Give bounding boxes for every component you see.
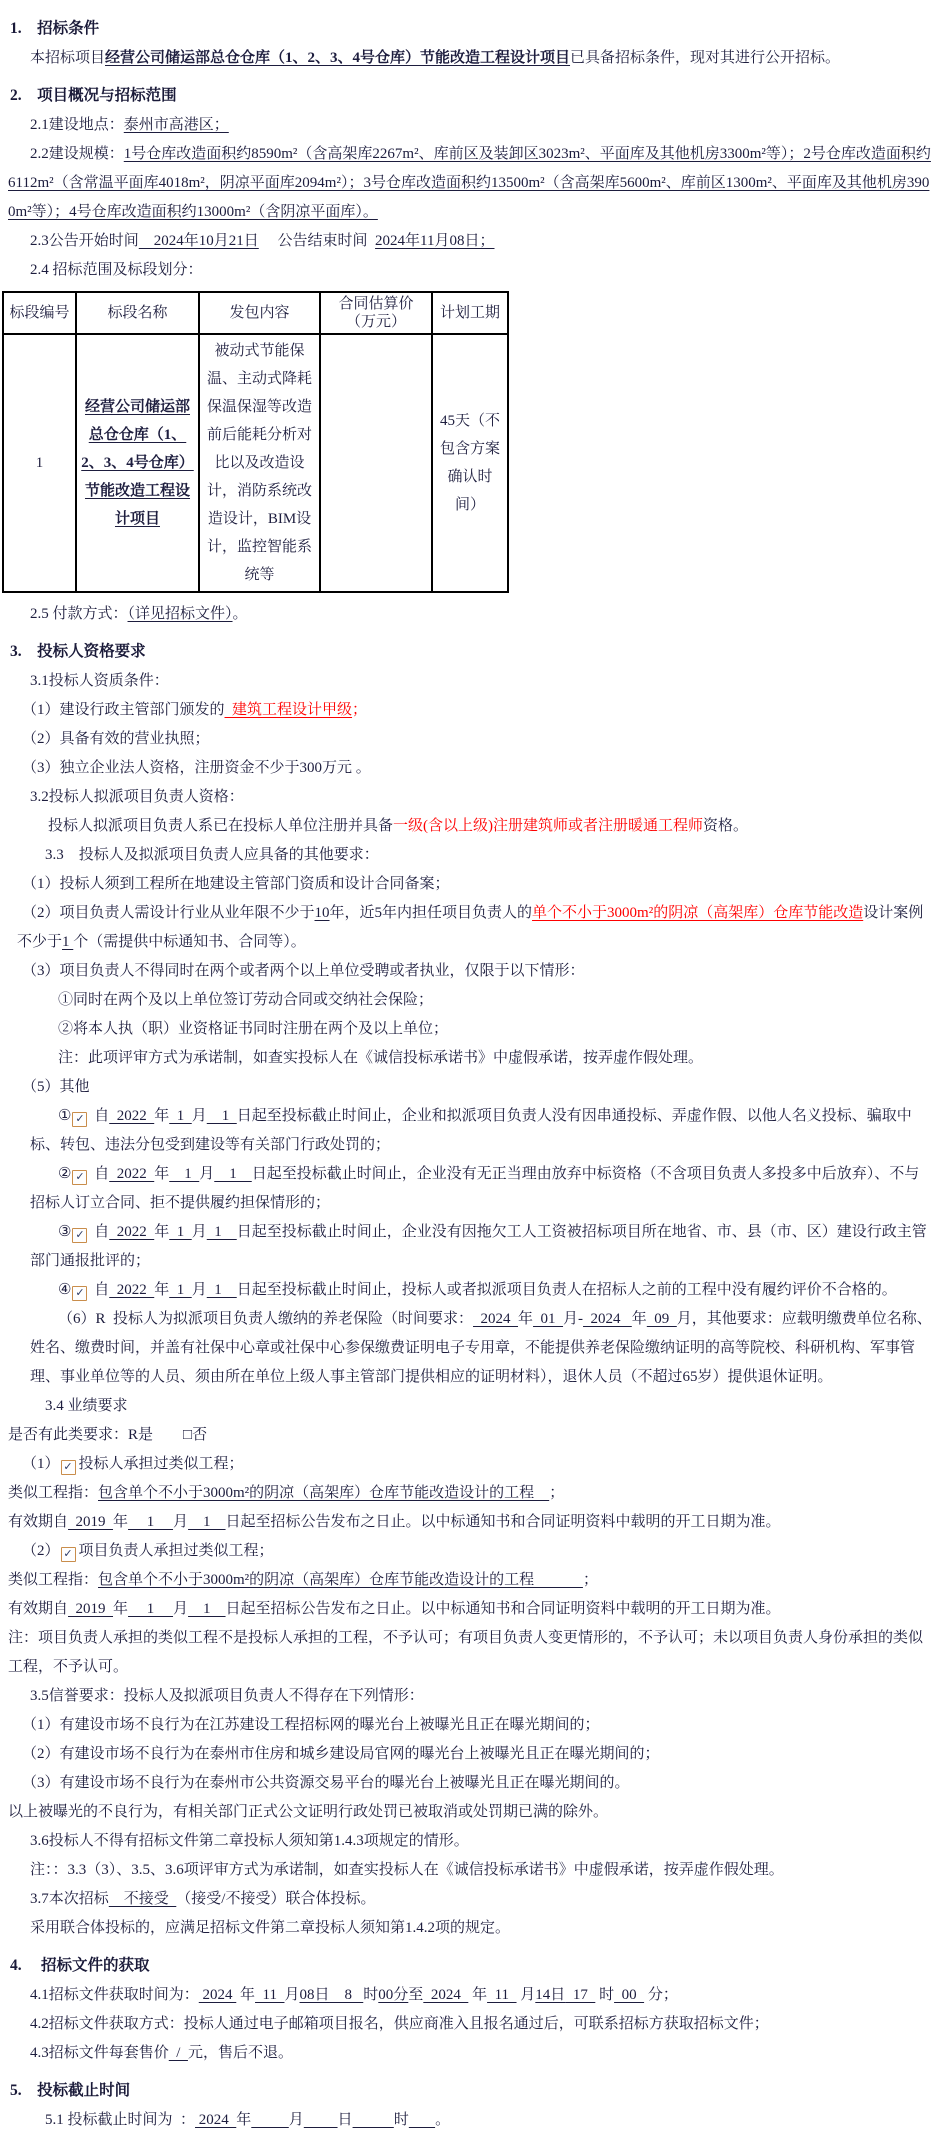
text-segment: 以上被曝光的不良行为，有相关部门正式公文证明行政处罚已被取消或处罚期已满的除外。 [8,1804,609,1820]
text-segment [353,2112,394,2128]
text-segment: 00分 [378,1987,409,2003]
text-segment: 建筑工程设计甲级 [224,702,353,718]
text-segment: 不接受 [108,1891,177,1907]
text-segment: 。 [232,606,248,622]
text-segment: 自 [90,1282,110,1298]
paragraph [58,1044,932,1073]
text-segment: （2）具备有效的营业执照； [22,731,210,747]
text-segment: 3. 投标人资格要求 [10,643,146,660]
text-segment: 11 [255,1987,285,2003]
text-segment: 日起至投标截止时间止，企业没有因拖欠工人工资被招标项目所在地省、市、县（市、区）建设行政主管部门通报批评的； [30,1224,927,1269]
text-segment: （1）有建设市场不良行为在江苏建设工程招标网的曝光台上被曝光且正在曝光期间的； [22,1717,600,1733]
paragraph [22,1769,932,1798]
text-segment: 一级(含以上级)注册建筑师或者注册暖通工程师 [393,818,704,834]
text-segment: 2024年11月08日； [375,233,495,249]
text-segment: ； [582,1572,598,1588]
paragraph [48,812,932,841]
paragraph [22,870,932,899]
text-segment: 分； [644,1987,678,2003]
text-segment: 月 [516,1987,536,2003]
text-segment: 包含单个不小于3000m²的阴凉（高架库）仓库节能改造设计的工程 [98,1572,583,1588]
section-4-heading [10,1951,932,1980]
text-segment: 5. 投标截止时间 [10,2082,131,2099]
table-cell-name [76,334,199,592]
text-segment: 3.2投标人拟派项目负责人资格： [30,789,244,805]
text-segment: 经营公司储运部总仓仓库（1、2、3、4号仓库）节能改造工程设计项目 [81,399,194,527]
paragraph [30,1914,932,1943]
table-header-cell: 合同估算价（万元） [320,292,432,334]
text-segment: （2）有建设市场不良行为在泰州市住房和城乡建设局官网的曝光台上被曝光且正在曝光期间的； [22,1746,660,1762]
text-segment: （1） [22,1456,60,1472]
text-segment: （详见招标文件） [127,606,233,622]
text-segment: 2022 [109,1166,155,1182]
paragraph [30,1981,932,2010]
text-segment: 年 [518,1311,534,1327]
paragraph [45,1392,932,1421]
paragraph [22,957,932,986]
text-segment: 时 [595,1987,615,2003]
text-segment: 投标人承担过类似工程； [78,1456,244,1472]
text-segment: 日起至投标截止时间止，企业没有无正当理由放弃中标资格（不含项目负责人多投多中后放弃）、不与招标人订立合同、拒不提供履约担保情形的； [30,1166,920,1211]
text-segment: ； [549,1485,565,1501]
text-segment: 月 [199,1166,215,1182]
text-segment: 有效期自 [8,1514,69,1530]
text-segment: 时 [393,2112,409,2128]
paragraph [58,986,932,1015]
text-segment: 4. 招标文件的获取 [10,1957,150,1974]
checked-checkbox-icon: ✓ [72,1112,87,1127]
text-segment: 年 [468,1987,488,2003]
checked-checkbox-icon: ✓ [72,1286,87,1301]
paragraph [22,1711,932,1740]
text-segment: 3.1投标人资质条件： [30,673,169,689]
text-segment: 2024 [195,2112,237,2128]
paragraph [8,1566,932,1595]
paragraph [30,600,932,629]
text-segment: 1 [214,1166,252,1182]
paragraph [8,1624,932,1682]
text-segment: （6）R 投标人为拟派项目负责人缴纳的养老保险（时间要求： [58,1311,474,1327]
paragraph [22,725,932,754]
paragraph [30,667,932,696]
paragraph [30,783,932,812]
text-segment: 个（需提供中标通知书、合同等）。 [73,934,306,950]
paragraph [30,256,932,285]
text-segment: 4.1招标文件获取时间为： [30,1987,199,2003]
paragraph [30,44,932,73]
paragraph [17,899,932,957]
text-segment: 有效期自 [8,1601,69,1617]
text-segment: 2019 [68,1514,114,1530]
text-segment: 3.4 业绩要求 [45,1398,128,1414]
text-segment: 自 [90,1166,110,1182]
table-cell-content [199,334,320,592]
text-segment: 5.1 投标截止时间为 ： [45,2112,196,2128]
text-segment: 00 [614,1987,645,2003]
text-segment: 10 [314,905,330,921]
text-segment: 1 [169,1282,192,1298]
checked-checkbox-icon: ✓ [61,1547,76,1562]
text-segment: 是否有此类要求：R是 □否 [8,1427,208,1443]
paragraph [30,1827,932,1856]
text-segment: 11 [487,1987,517,2003]
table-header-cell: 发包内容 [199,292,320,334]
text-segment: 1 [169,1166,200,1182]
bid-sections-table [2,291,509,593]
section-1-heading [10,14,932,43]
text-segment: （3）项目负责人不得同时在两个或者两个以上单位受聘或者执业，仅限于以下情形： [22,963,585,979]
paragraph [30,1856,932,1885]
text-segment: 设计案例不少于 [17,905,924,950]
text-segment: 3.5信誉要求：投标人及拟派项目负责人不得存在下列情形： [30,1688,424,1704]
text-segment: 项目负责人承担过类似工程； [78,1543,274,1559]
text-segment: 3.6投标人不得有招标文件第二章投标人须知第1.4.3项规定的情形。 [30,1833,469,1849]
paragraph [22,1740,932,1769]
text-segment: 2024 [198,1987,237,2003]
text-segment: 1 [188,1514,226,1530]
text-segment: 月 [173,1601,189,1617]
table-header-row [3,292,508,334]
text-segment: 1 [128,1514,174,1530]
table-header-cell: 计划工期 [432,292,508,334]
text-segment: ④ [58,1282,72,1298]
paragraph [30,227,932,256]
text-segment: 月，其他要求：应载明缴费单位名称、姓名、缴费时间，并盖有社保中心章或社保中心参保缴费证明电子专用章，不能提供养老保险缴纳证明的高等院校、科研机构、军事管理、事业单位等的人员、须由所在单位上级人事主管部门提供相应的证明材料），退休人员（不超过65岁）提供退休证明。 [30,1311,932,1385]
text-segment: 8 [329,1987,364,2003]
text-segment: 2.1建设地点： [30,117,124,133]
text-segment: ③ [58,1224,72,1240]
text-segment: 1 [128,1601,174,1617]
text-segment: 09 [646,1311,677,1327]
text-segment: 。 [435,2112,451,2128]
text-segment: 日起至投标截止时间止，投标人或者拟派项目负责人在招标人之前的工程中没有履约评价不合格的。 [236,1282,897,1298]
text-segment: 年 [236,2112,252,2128]
text-segment: 2022 [109,1224,155,1240]
text-segment: 自 [90,1224,110,1240]
text-segment: 1 [188,1601,226,1617]
text-segment: 年 [113,1514,129,1530]
text-segment: 元，售后不退。 [187,2045,293,2061]
text-segment: 2. 项目概况与招标范围 [10,87,177,104]
text-segment: 日 [337,2112,353,2128]
paragraph [22,1450,932,1479]
text-segment: 年 [113,1601,129,1617]
paragraph [22,754,932,783]
table-cell-no [3,334,76,592]
paragraph [22,1073,932,1102]
text-segment [251,2112,289,2128]
text-segment: 1 [62,934,74,950]
paragraph [22,1537,932,1566]
paragraph [30,1885,932,1914]
text-segment: 3.7本次招标 [30,1891,109,1907]
text-segment: 14日 [535,1987,566,2003]
text-segment: / [168,2045,188,2061]
paragraph [8,140,932,227]
checked-checkbox-icon: ✓ [72,1170,87,1185]
text-segment: 2.3公告开始时间 [30,233,139,249]
text-segment: 年，近5年内担任项目负责人的 [329,905,533,921]
text-segment: 月- [563,1311,584,1327]
text-segment: （3）独立企业法人资格，注册资金不少于300万元 。 [22,760,371,776]
text-segment: 1 [169,1224,192,1240]
text-segment: ①同时在两个及以上单位签订劳动合同或交纳社会保险； [58,992,434,1008]
table-cell-price [320,334,432,592]
paragraph [8,1798,932,1827]
text-segment: 1 [35,455,44,471]
text-segment: 月 [191,1108,207,1124]
text-segment: 公告结束时间 [258,233,376,249]
text-segment: 采用联合体投标的，应满足招标文件第二章投标人须知第1.4.2项的规定。 [30,1920,511,1936]
text-segment: 4.2招标文件获取方式：投标人通过电子邮箱项目报名，供应商准入且报名通过后，可联系招标方获取招标文件； [30,2016,769,2032]
section-5-heading [10,2076,932,2105]
text-segment: 1. 招标条件 [10,20,100,37]
text-segment: 月 [284,1987,300,2003]
text-segment: 1 [206,1108,237,1124]
text-segment: 17 [565,1987,596,2003]
table-header-cell: 标段编号 [3,292,76,334]
text-segment: ② [58,1166,72,1182]
text-segment: 月 [191,1224,207,1240]
paragraph [30,2010,932,2039]
text-segment: 日起至招标公告发布之日止。以中标通知书和合同证明资料中载明的开工日期为准。 [225,1514,781,1530]
paragraph [30,111,932,140]
text-segment: 年 [631,1311,647,1327]
paragraph [45,841,932,870]
text-segment: 月 [288,2112,304,2128]
text-segment: 2019 [68,1601,114,1617]
text-segment: 3.3 投标人及拟派项目负责人应具备的其他要求： [45,847,379,863]
text-segment: 投标人拟派项目负责人系已在投标人单位注册并具备 [48,818,394,834]
text-segment: ① [58,1108,72,1124]
text-segment: 日起至投标截止时间止，企业和拟派项目负责人没有因串通投标、弄虚作假、以他人名义投标、骗取中标、转包、违法分包受到建设等有关部门行政处罚的； [30,1108,912,1153]
text-segment: 注：此项评审方式为承诺制，如查实投标人在《诚信投标承诺书》中虚假承诺，按弄虚作假处理。 [58,1050,704,1066]
text-segment: 1 [169,1108,192,1124]
text-segment: 2024 [583,1311,632,1327]
text-segment: 1号仓库改造面积约8590m²（含高架库2267m²、库前区及装卸区3023m²、平面库及其他机房3300m²等）；2号仓库改造面积约6112m²（含常温平面库4018m²，阴凉平面库2094m²）；3号仓库改造面积约13500m²（含高架库5600m²、库前区1300m²、平面库及其他机房3900m²等）；4号仓库改造面积约13000m²（含阴凉平面库）。 [8,146,931,220]
text-segment: 08日 [299,1987,330,2003]
text-segment: 包含单个不小于3000m²的阴凉（高架库）仓库节能改造设计的工程 [98,1485,550,1501]
text-segment: 年 [154,1282,170,1298]
paragraph [8,1508,932,1537]
text-segment: 单个不小于3000m²的阴凉（高架库）仓库节能改造 [532,905,864,921]
text-segment: 自 [90,1108,110,1124]
paragraph [30,1218,932,1276]
text-segment: 1 [206,1282,237,1298]
paragraph [22,696,932,725]
text-segment: ； [352,702,368,718]
text-segment: ②将本人执（职）业资格证书同时注册在两个及以上单位； [58,1021,449,1037]
text-segment: （接受/不接受）联合体投标。 [176,1891,376,1907]
text-segment: 2.4 招标范围及标段划分： [30,262,203,278]
paragraph [30,1102,932,1160]
text-segment: 年 [154,1108,170,1124]
text-segment: （1）投标人须到工程所在地建设主管部门资质和设计合同备案； [22,876,450,892]
text-segment: 2024 [473,1311,519,1327]
text-segment: 年 [236,1987,256,2003]
paragraph [30,1160,932,1218]
paragraph [8,1479,932,1508]
text-segment: 2.2建设规模： [30,146,124,162]
paragraph [8,1421,932,1450]
paragraph [45,2106,932,2135]
text-segment: 资格。 [703,818,749,834]
text-segment: （2）项目负责人需设计行业从业年限不少于 [22,905,315,921]
text-segment: 2.5 付款方式： [30,606,128,622]
text-segment: 泰州市高港区； [123,117,229,133]
text-segment: 注：：3.3（3）、3.5、3.6项评审方式为承诺制，如查实投标人在《诚信投标承诺书》中虚假承诺，按弄虚作假处理。 [30,1862,784,1878]
section-3-heading [10,637,932,666]
text-segment [304,2112,338,2128]
text-segment: 年 [154,1166,170,1182]
table-header-cell: 标段名称 [76,292,199,334]
text-segment: 至 [408,1987,424,2003]
text-segment: 2024年10月21日 [138,233,259,249]
text-segment: 4.3招标文件每套售价 [30,2045,169,2061]
text-segment: 45天（不包含方案确认时间） [439,413,500,513]
table-cell-duration [432,334,508,592]
text-segment: 本招标项目 [30,50,106,66]
text-segment: （2） [22,1543,60,1559]
text-segment: 类似工程指： [8,1572,99,1588]
paragraph [8,1595,932,1624]
text-segment: 月 [191,1282,207,1298]
paragraph [30,1305,932,1392]
section-2-heading [10,81,932,110]
text-segment: 时 [363,1987,379,2003]
paragraph [30,1682,932,1711]
text-segment: 被动式节能保温、主动式降耗保温保湿等改造前后能耗分析对比以及改造设计，消防系统改造设计，BIM设计，监控智能系统等 [206,343,312,583]
text-segment: 已具备招标条件，现对其进行公开招标。 [570,50,841,66]
table-row [3,334,508,592]
text-segment: 1 [206,1224,237,1240]
text-segment: （3）有建设市场不良行为在泰州市公共资源交易平台的曝光台上被曝光且正在曝光期间的。 [22,1775,630,1791]
text-segment: 01 [533,1311,564,1327]
text-segment: 日起至招标公告发布之日止。以中标通知书和合同证明资料中载明的开工日期为准。 [225,1601,781,1617]
text-segment: 2022 [109,1282,155,1298]
checked-checkbox-icon: ✓ [72,1228,87,1243]
text-segment: 年 [154,1224,170,1240]
paragraph [30,2039,932,2068]
text-segment: 月 [173,1514,189,1530]
text-segment: 2024 [423,1987,469,2003]
checked-checkbox-icon: ✓ [61,1460,76,1475]
text-segment: （1）建设行政主管部门颁发的 [22,702,225,718]
text-segment: （5）其他 [22,1079,90,1095]
text-segment: 2022 [109,1108,155,1124]
paragraph [30,1276,932,1305]
paragraph [58,1015,932,1044]
text-segment [409,2112,435,2128]
text-segment: 经营公司储运部总仓仓库（1、2、3、4号仓库）节能改造工程设计项目 [105,50,571,66]
text-segment: 类似工程指： [8,1485,99,1501]
text-segment: 注：项目负责人承担的类似工程不是投标人承担的工程，不予认可；有项目负责人变更情形的，不予认可；未以项目负责人身份承担的类似工程，不予认可。 [8,1630,924,1675]
